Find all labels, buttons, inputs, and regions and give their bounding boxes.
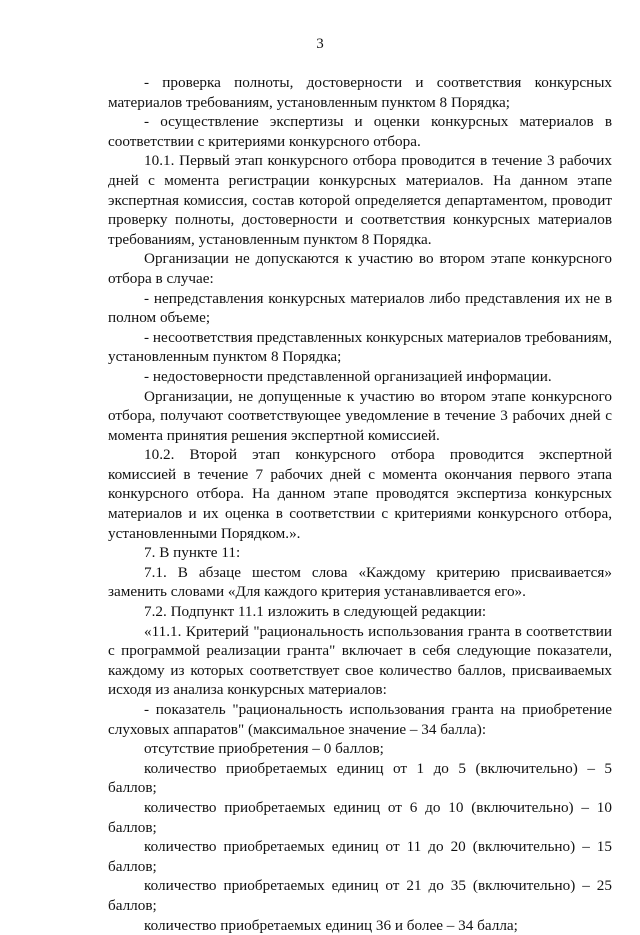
paragraph-7-2: 7.2. Подпункт 11.1 изложить в следующей редакции:	[144, 603, 487, 621]
paragraph-10-1: 10.1. Первый этап конкурсного отбора проводится в течение 3 рабочих дней с момента регистрации конкурсных материалов. На данном этапе экспертная комиссия, состав которой определяется департаментом, проводит проверку полноты, достоверности и соответствия конкурсных материалов требованиям, установленным пунктом 8 Порядка.	[108, 152, 612, 248]
paragraph-unreliability: - недостоверности представленной организацией информации.	[144, 367, 552, 385]
paragraph-hearing-aids-indicator: - показатель "рациональность использования гранта на приобретение слуховых аппаратов" (максимальное значение – 34 балла):	[108, 701, 612, 738]
paragraph-score-34: количество приобретаемых единиц 36 и более – 34 балла;	[144, 916, 518, 934]
paragraph-7-1: 7.1. В абзаце шестом слова «Каждому критерию присваивается» заменить словами «Для каждого критерия устанавливается его».	[108, 563, 612, 601]
paragraph-11-1: «11.1. Критерий "рациональность использования гранта в соответствии с программой реализации гранта" включает в себя следующие показатели, каждому из которых соответствует свое количество баллов, присваиваемых исходя из анализа конкурсных материалов:	[108, 622, 612, 699]
paragraph-non-compliance: - несоответствия представленных конкурсных материалов требованиям, установленным пунктом 8 Порядка;	[108, 328, 612, 366]
page-number: 3	[316, 36, 324, 52]
paragraph-score-10: количество приобретаемых единиц от 6 до 10 (включительно) – 10 баллов;	[108, 798, 612, 836]
paragraph-expertise: - осуществление экспертизы и оценки конкурсных материалов в соответствии с критериями конкурсного отбора.	[108, 113, 612, 150]
paragraph-score-5: количество приобретаемых единиц от 1 до 5 (включительно) – 5 баллов;	[108, 759, 612, 797]
paragraph-score-25: количество приобретаемых единиц от 21 до 35 (включительно) – 25 баллов;	[108, 877, 612, 914]
paragraph-score-0: отсутствие приобретения – 0 баллов;	[144, 740, 384, 758]
paragraph-completeness-check: - проверка полноты, достоверности и соответствия конкурсных материалов требованиям, установленным пунктом 8 Порядка;	[108, 74, 612, 111]
paragraph-item-7: 7. В пункте 11:	[144, 544, 241, 562]
document-body	[108, 73, 612, 935]
paragraph-10-2: 10.2. Второй этап конкурсного отбора проводится экспертной комиссией в течение 7 рабочих дней с момента окончания первого этапа конкурсного отбора. На данном этапе проводятся экспертиза конкурсных материалов и их оценка в соответствии с критериями конкурсного отбора, установленными Порядком.».	[108, 446, 612, 542]
paragraph-notification: Организации, не допущенные к участию во втором этапе конкурсного отбора, получают соответствующее уведомление в течение 3 рабочих дней с момента принятия решения экспертной комиссией.	[108, 387, 612, 444]
paragraph-non-submission: - непредставления конкурсных материалов либо представления их не в полном объеме;	[108, 289, 612, 327]
paragraph-not-admitted: Организации не допускаются к участию во втором этапе конкурсного отбора в случае:	[108, 250, 612, 287]
paragraph-score-15: количество приобретаемых единиц от 11 до 20 (включительно) – 15 баллов;	[108, 838, 612, 875]
